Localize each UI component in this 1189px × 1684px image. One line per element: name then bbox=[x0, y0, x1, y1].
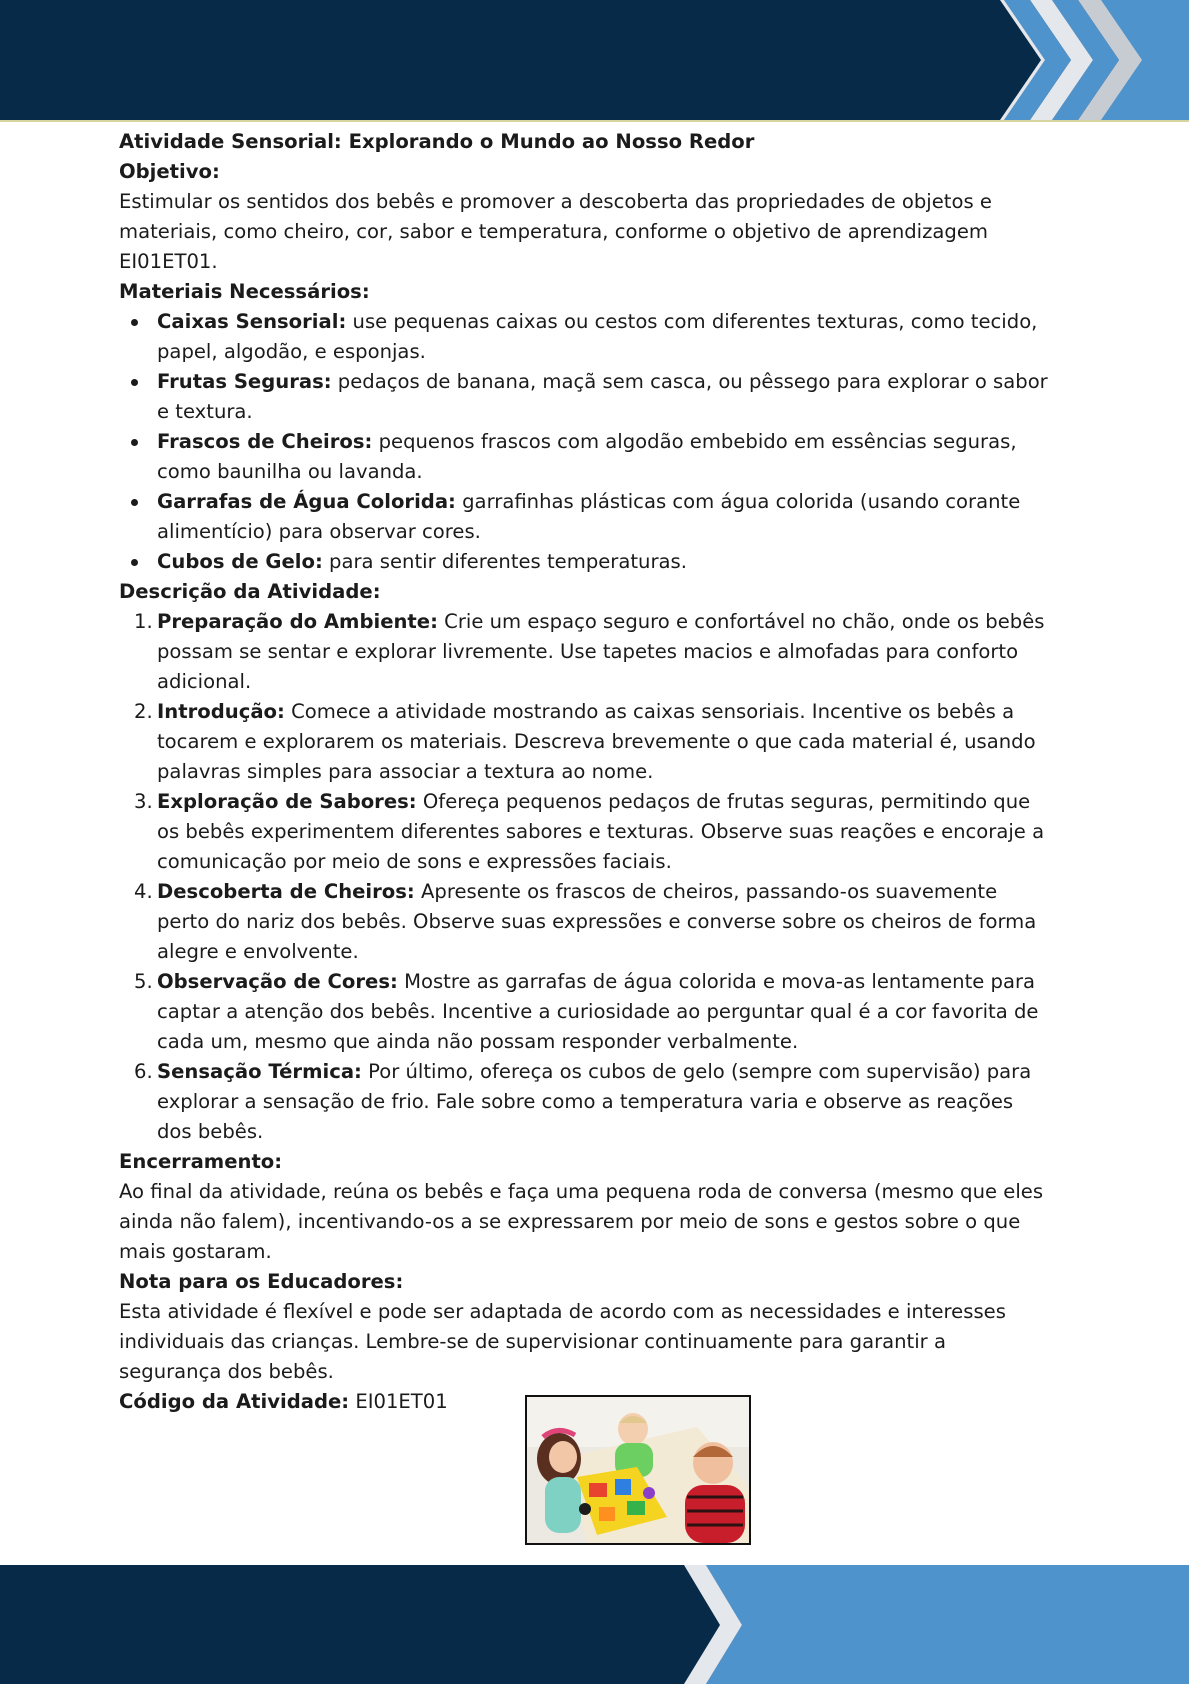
step-number: 1. bbox=[134, 610, 153, 633]
step-label: Sensação Térmica: bbox=[157, 1060, 362, 1083]
list-item bbox=[119, 487, 1049, 547]
nota-text: Esta atividade é flexível e pode ser adaptada de acordo com as necessidades e interesses individuais das crianças. Lembre-se de supervisionar continuamente para garantir a segurança dos bebês. bbox=[119, 1300, 1006, 1383]
step-item bbox=[119, 607, 1049, 697]
step-text: Ofereça pequenos pedaços de frutas seguras, permitindo que os bebês experimentem diferentes sabores e texturas. Observe suas reações e encoraje a comunicação por meio de sons e expressões faciais. bbox=[157, 790, 1045, 873]
objetivo-heading: Objetivo: bbox=[119, 160, 220, 183]
footer-chevron-decoration bbox=[0, 1565, 1189, 1684]
activity-code-value: EI01ET01 bbox=[349, 1390, 448, 1413]
step-item bbox=[119, 1057, 1049, 1147]
item-text: pequenos frascos com algodão embebido em essências seguras, como baunilha ou lavanda. bbox=[157, 430, 1017, 483]
objetivo-text: Estimular os sentidos dos bebês e promover a descoberta das propriedades de objetos e materiais, como cheiro, cor, sabor e temperatura, conforme o objetivo de aprendizagem EI01ET01. bbox=[119, 190, 992, 273]
item-text: pedaços de banana, maçã sem casca, ou pêssego para explorar o sabor e textura. bbox=[157, 370, 1048, 423]
list-item bbox=[119, 367, 1049, 427]
item-label: Caixas Sensorial: bbox=[157, 310, 347, 333]
step-text: Comece a atividade mostrando as caixas sensoriais. Incentive os bebês a tocarem e explorarem os materiais. Descreva brevemente o que cada material é, usando palavras simples para associar a textura ao nome. bbox=[157, 700, 1036, 783]
materiais-heading: Materiais Necessários: bbox=[119, 280, 370, 303]
step-number: 2. bbox=[134, 700, 153, 723]
header-divider bbox=[0, 120, 1189, 122]
list-item bbox=[119, 547, 1049, 577]
item-text: use pequenas caixas ou cestos com diferentes texturas, como tecido, papel, algodão, e esponjas. bbox=[157, 310, 1038, 363]
step-item bbox=[119, 787, 1049, 877]
item-label: Garrafas de Água Colorida: bbox=[157, 490, 456, 513]
step-number: 6. bbox=[134, 1060, 153, 1083]
step-text: Por último, ofereça os cubos de gelo (sempre com supervisão) para explorar a sensação de frio. Fale sobre como a temperatura varia e observe as reações dos bebês. bbox=[157, 1060, 1032, 1143]
item-label: Frascos de Cheiros: bbox=[157, 430, 373, 453]
step-item bbox=[119, 967, 1049, 1057]
step-label: Observação de Cores: bbox=[157, 970, 398, 993]
step-text: Apresente os frascos de cheiros, passando-os suavemente perto do nariz dos bebês. Observe suas expressões e converse sobre os cheiros de forma alegre e envolvente. bbox=[157, 880, 1037, 963]
photo-illustration bbox=[527, 1397, 749, 1543]
children-playing-photo bbox=[525, 1395, 751, 1545]
step-item bbox=[119, 877, 1049, 967]
step-label: Descoberta de Cheiros: bbox=[157, 880, 415, 903]
step-label: Preparação do Ambiente: bbox=[157, 610, 438, 633]
descricao-steps bbox=[119, 607, 1049, 1147]
materiais-list bbox=[119, 307, 1049, 577]
step-number: 5. bbox=[134, 970, 153, 993]
footer-banner bbox=[0, 1565, 1189, 1684]
step-number: 4. bbox=[134, 880, 153, 903]
header-banner bbox=[0, 0, 1189, 120]
step-label: Introdução: bbox=[157, 700, 285, 723]
item-label: Frutas Seguras: bbox=[157, 370, 332, 393]
list-item bbox=[119, 427, 1049, 487]
item-label: Cubos de Gelo: bbox=[157, 550, 323, 573]
encerramento-heading: Encerramento: bbox=[119, 1150, 283, 1173]
step-text: Mostre as garrafas de água colorida e mova-as lentamente para captar a atenção dos bebês. Incentive a curiosidade ao perguntar qual é a cor favorita de cada um, mesmo que ainda não possam responder verbalmente. bbox=[157, 970, 1039, 1053]
step-number: 3. bbox=[134, 790, 153, 813]
step-text: Crie um espaço seguro e confortável no chão, onde os bebês possam se sentar e explorar livremente. Use tapetes macios e almofadas para conforto adicional. bbox=[157, 610, 1045, 693]
item-text: garrafinhas plásticas com água colorida (usando corante alimentício) para observar cores. bbox=[157, 490, 1021, 543]
item-text: para sentir diferentes temperaturas. bbox=[322, 550, 687, 573]
nota-heading: Nota para os Educadores: bbox=[119, 1270, 404, 1293]
header-chevron-decoration bbox=[0, 0, 1189, 120]
activity-document bbox=[119, 127, 1049, 1417]
step-item bbox=[119, 697, 1049, 787]
step-label: Exploração de Sabores: bbox=[157, 790, 417, 813]
encerramento-text: Ao final da atividade, reúna os bebês e faça uma pequena roda de conversa (mesmo que eles ainda não falem), incentivando-os a se expressarem por meio de sons e gestos sobre o que mais gostaram. bbox=[119, 1180, 1044, 1263]
document-title: Atividade Sensorial: Explorando o Mundo ao Nosso Redor bbox=[119, 130, 755, 153]
descricao-heading: Descrição da Atividade: bbox=[119, 580, 381, 603]
list-item bbox=[119, 307, 1049, 367]
activity-code-label: Código da Atividade: bbox=[119, 1390, 350, 1413]
